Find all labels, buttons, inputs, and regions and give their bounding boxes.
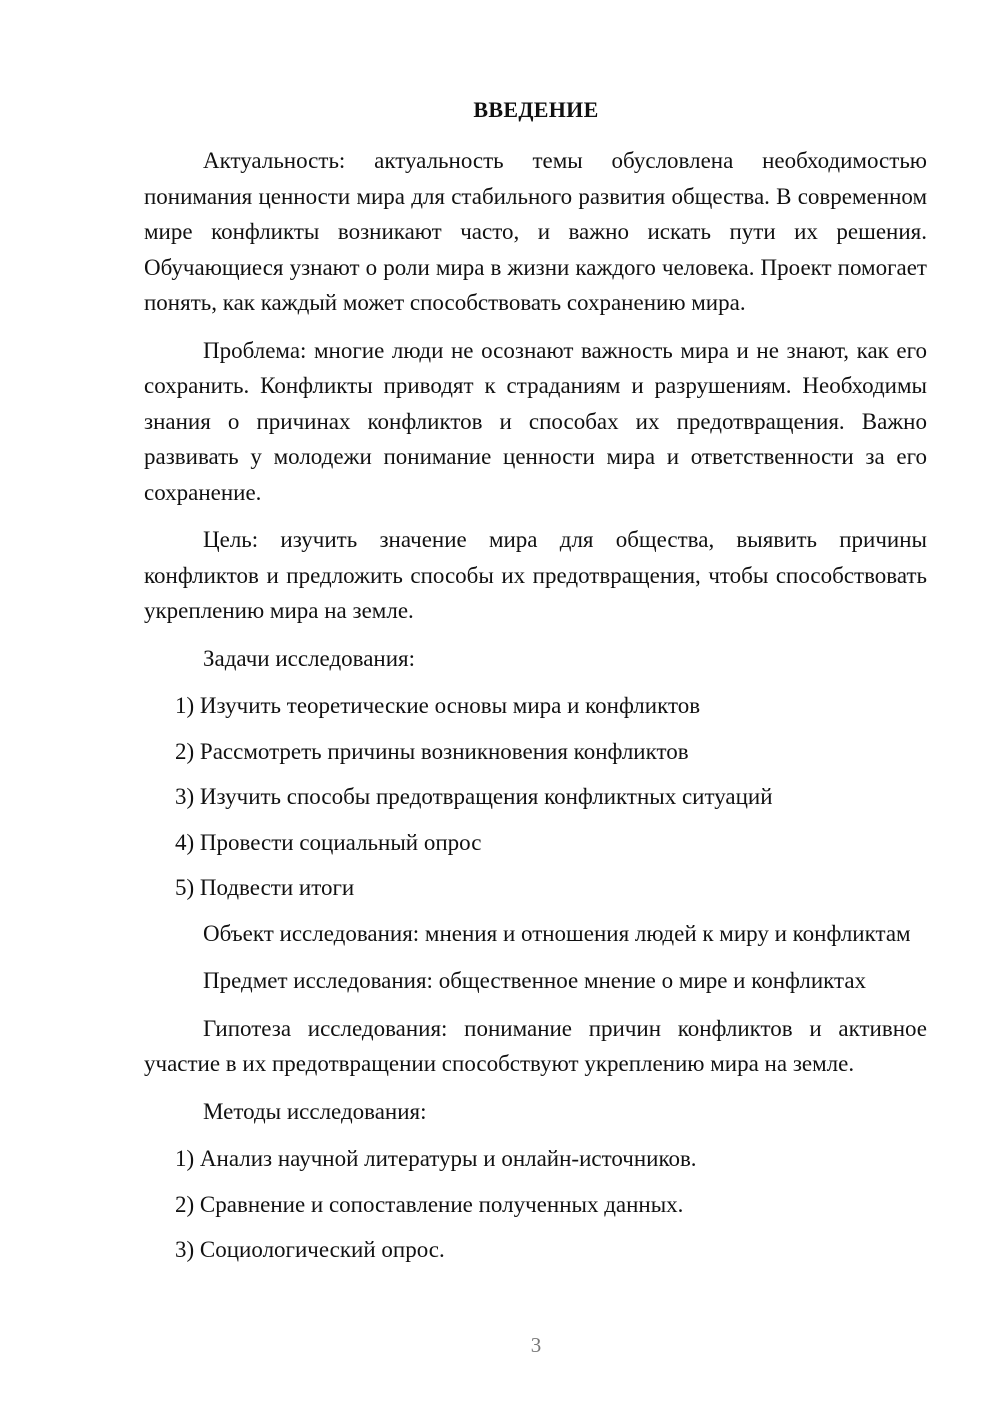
document-body [144,143,927,1278]
list-item-task: 3) Изучить способы предотвращения конфликтных ситуаций [175,784,773,809]
paragraph-object: Объект исследования: мнения и отношения людей к миру и конфликтам [203,920,911,946]
paragraph-problem: Проблема: многие люди не осознают важность мира и не знают, как его сохранить. Конфликты приводят к страданиям и разрушениям. Необходимы знания о причинах конфликтов и способах их предотвращения. Важно развивать у молодежи понимание ценности мира и ответственности за его сохранение. [144,337,927,505]
list-item-task: 5) Подвести итоги [175,875,355,900]
methods-list [144,1141,927,1268]
document-heading: ВВЕДЕНИЕ [473,97,599,122]
page-number: 3 [530,1333,542,1357]
list-item-method: 2) Сравнение и сопоставление полученных данных. [175,1191,684,1217]
paragraph-relevance: Актуальность: актуальность темы обусловлена необходимостью понимания ценности мира для стабильного развития общества. В современном мире конфликты возникают часто, и важно искать пути их решения. Обучающиеся узнают о роли мира в жизни каждого человека. Проект помогает понять, как каждый может способствовать сохранению мира. [144,148,927,315]
list-item-method: 3) Социологический опрос. [175,1237,445,1262]
paragraph-goal: Цель: изучить значение мира для общества, выявить причины конфликтов и предложить способы их предотвращения, чтобы способствовать укреплению мира на земле. [144,527,927,623]
list-item-task: 4) Провести социальный опрос [175,829,482,855]
paragraph-subject: Предмет исследования: общественное мнение о мире и конфликтах [203,968,867,993]
tasks-list [144,688,927,906]
list-item-task: 2) Рассмотреть причины возникновения конфликтов [175,738,689,764]
list-item-task: 1) Изучить теоретические основы мира и конфликтов [175,693,701,718]
list-item-method: 1) Анализ научной литературы и онлайн-источников. [175,1146,697,1171]
methods-title: Методы исследования: [203,1098,427,1124]
tasks-title: Задачи исследования: [203,645,416,671]
paragraph-hypothesis: Гипотеза исследования: понимание причин конфликтов и активное участие в их предотвращении способствуют укреплению мира на земле. [144,1015,927,1076]
